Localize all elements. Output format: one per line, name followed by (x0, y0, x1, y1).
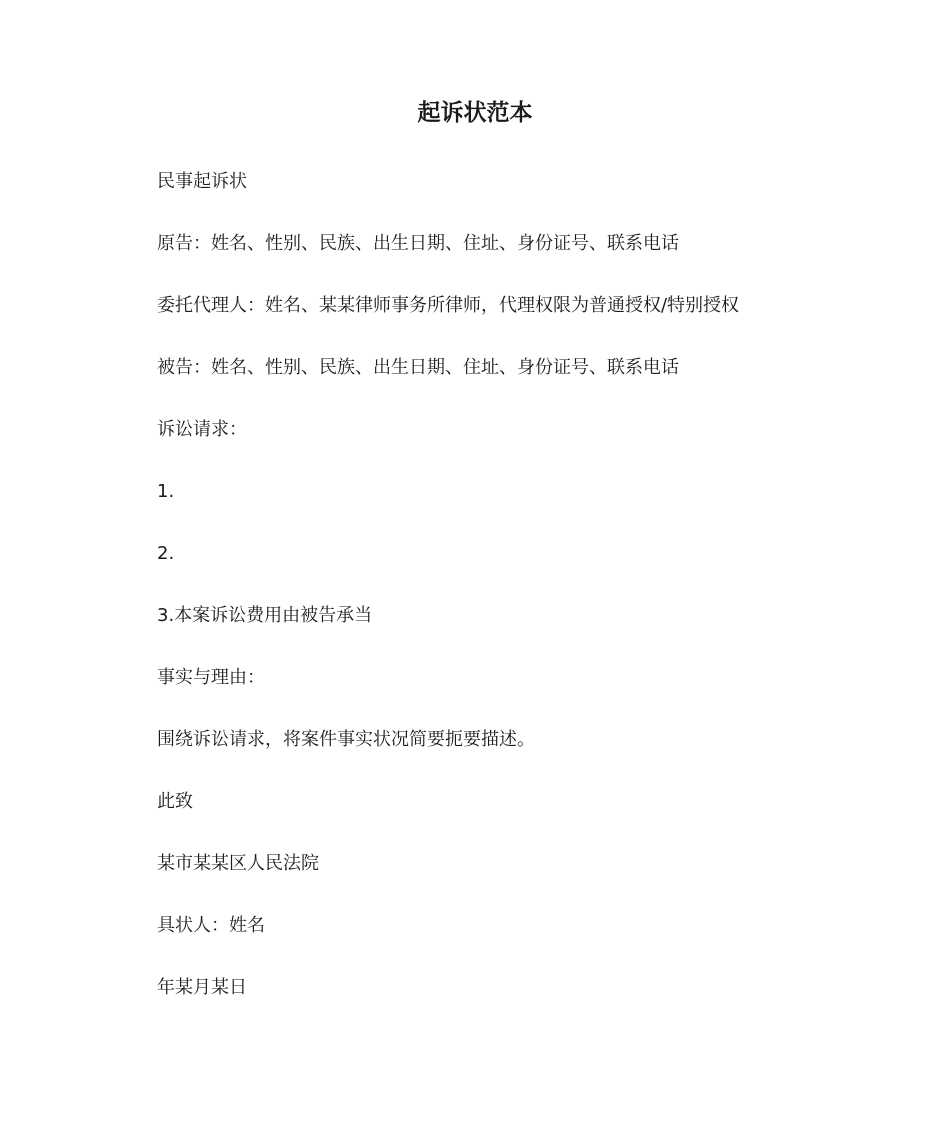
court-name: 某市某某区人民法院 (157, 853, 319, 874)
date-line: 年某月某日 (157, 977, 247, 998)
claims-heading: 诉讼请求： (157, 419, 247, 440)
salutation: 此致 (157, 791, 193, 812)
claim-item-1: 1. (157, 481, 175, 502)
plaintiff-line: 原告：姓名、性别、民族、出生日期、住址、身份证号、联系电话 (157, 233, 679, 254)
agent-line: 委托代理人：姓名、某某律师事务所律师，代理权限为普通授权/特别授权 (157, 295, 740, 316)
facts-body: 围绕诉讼请求，将案件事实状况简要扼要描述。 (157, 729, 535, 750)
signer-line: 具状人：姓名 (157, 915, 265, 936)
defendant-line: 被告：姓名、性别、民族、出生日期、住址、身份证号、联系电话 (157, 357, 679, 378)
heading-civil-complaint: 民事起诉状 (157, 171, 247, 192)
facts-heading: 事实与理由： (157, 667, 265, 688)
claim-item-2: 2. (157, 543, 175, 564)
claim-item-3: 3.本案诉讼费用由被告承当 (157, 605, 373, 626)
document-body (157, 168, 857, 1036)
document-title: 起诉状范本 (417, 100, 533, 126)
